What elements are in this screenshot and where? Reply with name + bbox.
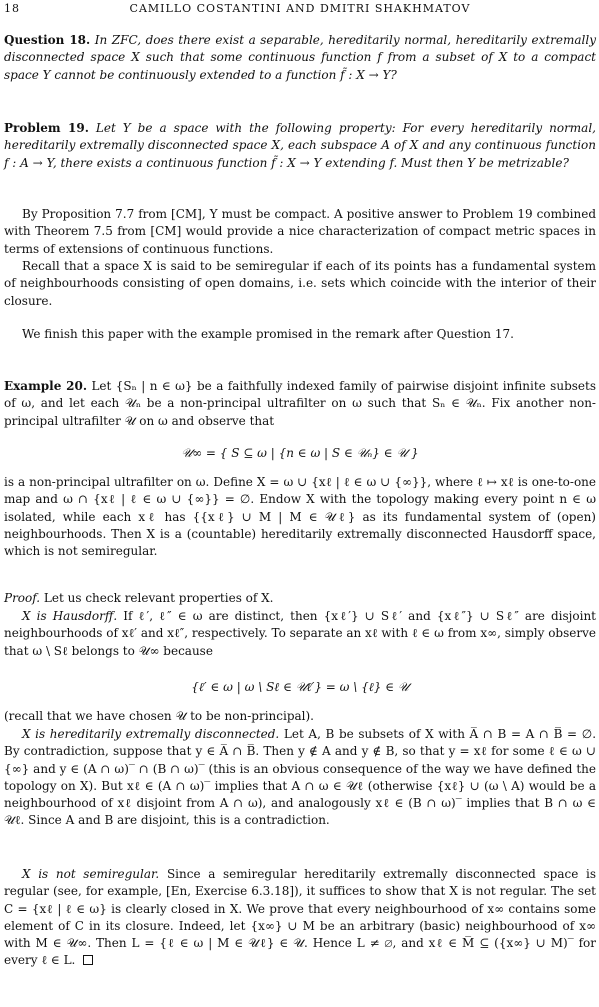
example-20-continued: is a non-principal ultrafilter on ω. Define X = ω ∪ {xℓ | ℓ ∈ ω ∪ {∞}}, where ℓ ↦ xℓ is one-to-one map and ω ∩ {xℓ | ℓ ∈ ω ∪ {∞}} = ∅. Endow X with the topology making every point n ∈ ω isolated, while each xℓ has {{xℓ} ∪ M | M ∈ 𝒰ℓ} as its fundamental system of (open) neighbourhoods. Then X is a (countable) hereditarily extremally disconnected Hausdorff space, which is not semiregular. <box>4 475 596 559</box>
paragraph-2: Recall that a space X is said to be semiregular if each of its points has a fundamental system of neighbourhoods consisting of open domains, i.e. sets which coincide with the interior of their closure. <box>4 259 596 308</box>
example-20-text-1: Let {Sₙ | n ∈ ω} be a faithfully indexed family of pairwise disjoint infinite subsets of ω, and let each 𝒰ₙ be a non-principal ultrafilter on ω such that Sₙ ∈ 𝒰ₙ. Fix another non-principal ultrafilter 𝒰 on ω and observe that <box>4 379 596 428</box>
hausdorff-text: If ℓ′, ℓ″ ∈ ω are distinct, then {xℓ′} ∪ Sℓ′ and {xℓ″} ∪ Sℓ″ are disjoint neighbourhoods of xℓ′ and xℓ″, respectively. To separate an xℓ with ℓ ∈ ω from x∞, simply observe that ω \ Sℓ belongs to 𝒰∞ because <box>4 609 596 658</box>
example-20 <box>4 378 596 430</box>
hed-label: X is hereditarily extremally disconnected. <box>22 727 280 741</box>
question-18-text: In ZFC, does there exist a separable, hereditarily normal, hereditarily extremally disconnected space X such that some continuous function f from a subset of X to a compact space Y cannot be continuously extended to a function f̃ : X → Y? <box>4 33 597 82</box>
paragraph-1: By Proposition 7.7 from [CM], Y must be compact. A positive answer to Problem 19 combined with Theorem 7.5 from [CM] would provide a nice characterization of compact metric spaces in terms of extensions of continuous functions. <box>4 207 596 256</box>
nsr-text: Since a semiregular hereditarily extremally disconnected space is regular (see, for example, [En, Exercise 6.3.18]), it suffices to show that X is not regular. The set C = {xℓ | ℓ ∈ ω} is clearly closed in X. We prove that every neighbourhood of x∞ contains some element of C in its closure. Indeed, let {x∞} ∪ M be an arbitrary (basic) neighbourhood of x∞ with M ∈ 𝒰∞. Then L = {ℓ ∈ ω | M ∈ 𝒰ℓ} ∈ 𝒰. Hence L ≠ ∅, and xℓ ∈ M̅ ⊆ ({x∞} ∪ M)‾ for every ℓ ∈ L. <box>4 867 596 968</box>
question-18-label: Question 18. <box>4 33 91 47</box>
running-title: CAMILLO COSTANTINI AND DMITRI SHAKHMATOV <box>129 2 471 15</box>
problem-19-text: Let Y be a space with the following property: For every hereditarily normal, hereditarily extremally disconnected space X, each subspace A of X and any continuous function f : A → Y, there exists a continuous function f̃ : X → Y extending f. Must then Y be metrizable? <box>4 121 596 170</box>
proof-hed <box>4 726 596 830</box>
hausdorff-label: X is Hausdorff. <box>22 609 118 623</box>
example-20-label: Example 20. <box>4 379 88 393</box>
qed-symbol <box>83 955 93 965</box>
proof-intro: Let us check relevant properties of X. <box>43 591 274 605</box>
proof <box>4 590 596 607</box>
problem-19-label: Problem 19. <box>4 121 89 135</box>
page-header <box>4 2 596 18</box>
question-18 <box>4 32 596 84</box>
paragraph-3: We finish this paper with the example promised in the remark after Question 17. <box>22 327 514 341</box>
proof-hausdorff <box>4 608 596 660</box>
proof-display: {ℓ′ ∈ ω | ω \ Sℓ ∈ 𝒰ℓ′} = ω \ {ℓ} ∈ 𝒰 <box>191 680 409 694</box>
page-number: 18 <box>4 2 20 15</box>
proof-recall: (recall that we have chosen 𝒰 to be non-principal). <box>4 709 314 723</box>
proof-label: Proof. <box>4 591 41 605</box>
nsr-label: X is not semiregular. <box>22 867 160 881</box>
paper-page <box>4 0 596 1007</box>
proof-nsr <box>4 866 596 970</box>
example-20-display: 𝒰∞ = { S ⊆ ω | {n ∈ ω | S ∈ 𝒰ₙ} ∈ 𝒰 } <box>181 446 419 460</box>
hed-text: Let A, B be subsets of X with A̅ ∩ B = A ∩ B̅ = ∅. By contradiction, suppose that y ∈ A̅ ∩ B̅. Then y ∉ A and y ∉ B, so that y = xℓ for some ℓ ∈ ω ∪ {∞} and y ∈ (A ∩ ω)‾ ∩ (B ∩ ω)‾ (this is an obvious consequence of the way we have defined the topology on X). But xℓ ∈ (A ∩ ω)‾ implies that A ∩ ω ∈ 𝒰ℓ (otherwise {xℓ} ∪ (ω \ A) would be a neighbourhood of xℓ disjoint from A ∩ ω), and analogously xℓ ∈ (B ∩ ω)‾ implies that B ∩ ω ∈ 𝒰ℓ. Since A and B are disjoint, this is a contradiction. <box>4 727 597 828</box>
problem-19 <box>4 120 596 172</box>
